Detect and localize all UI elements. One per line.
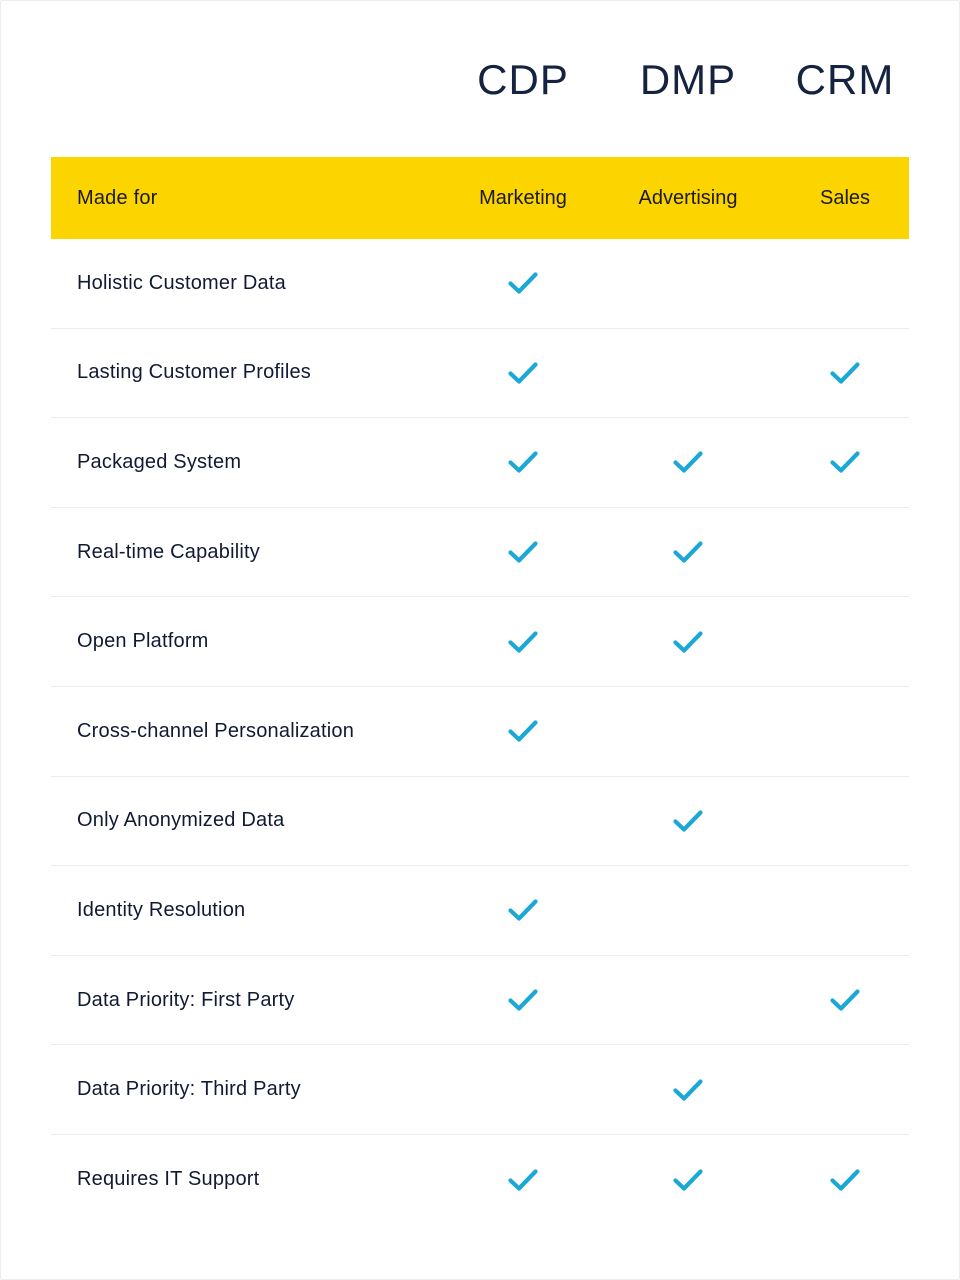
table-body <box>51 239 909 1225</box>
checkmark-icon <box>673 1168 703 1192</box>
made-for-cdp: Marketing <box>479 186 567 209</box>
checkmark-icon <box>508 1168 538 1192</box>
cell-crm <box>775 866 915 955</box>
cell-cdp <box>453 1135 593 1225</box>
made-for-dmp: Advertising <box>638 186 738 209</box>
table-row <box>51 777 909 867</box>
feature-label: Real-time Capability <box>77 540 260 563</box>
table-row <box>51 239 909 329</box>
cell-cdp <box>453 329 593 418</box>
cell-cdp <box>453 866 593 955</box>
checkmark-icon <box>673 450 703 474</box>
column-header-crm: CRM <box>795 56 895 103</box>
cell-dmp <box>618 418 758 507</box>
checkmark-icon <box>830 1168 860 1192</box>
cell-dmp <box>618 1135 758 1225</box>
cell-dmp <box>618 956 758 1045</box>
feature-label: Data Priority: First Party <box>77 988 295 1011</box>
checkmark-icon <box>673 630 703 654</box>
cell-crm <box>775 508 915 597</box>
checkmark-icon <box>508 988 538 1012</box>
checkmark-icon <box>830 361 860 385</box>
cell-crm <box>775 777 915 866</box>
table-row <box>51 418 909 508</box>
cell-cdp <box>453 687 593 776</box>
cell-cdp <box>453 597 593 686</box>
feature-label: Holistic Customer Data <box>77 271 286 294</box>
checkmark-icon <box>508 630 538 654</box>
table-row <box>51 1135 909 1225</box>
feature-label: Only Anonymized Data <box>77 809 285 832</box>
cell-cdp <box>453 418 593 507</box>
cell-dmp <box>618 687 758 776</box>
checkmark-icon <box>830 450 860 474</box>
cell-cdp <box>453 508 593 597</box>
column-header-cdp: CDP <box>477 56 569 103</box>
cell-cdp <box>453 956 593 1045</box>
checkmark-icon <box>508 271 538 295</box>
cell-crm <box>775 239 915 328</box>
table-row <box>51 687 909 777</box>
column-header-dmp: DMP <box>639 56 737 103</box>
checkmark-icon <box>673 1078 703 1102</box>
table-row <box>51 866 909 956</box>
cell-cdp <box>453 777 593 866</box>
column-headers <box>0 52 960 112</box>
cell-dmp <box>618 777 758 866</box>
checkmark-icon <box>673 540 703 564</box>
comparison-table <box>51 157 909 1225</box>
feature-label: Identity Resolution <box>77 898 246 921</box>
cell-cdp <box>453 239 593 328</box>
cell-crm <box>775 1045 915 1134</box>
made-for-label: Made for <box>77 186 158 209</box>
cell-dmp <box>618 329 758 418</box>
feature-label: Open Platform <box>77 630 209 653</box>
cell-crm <box>775 329 915 418</box>
checkmark-icon <box>508 450 538 474</box>
table-row <box>51 1045 909 1135</box>
feature-label: Requires IT Support <box>77 1168 260 1191</box>
table-row <box>51 956 909 1046</box>
checkmark-icon <box>508 719 538 743</box>
cell-dmp <box>618 597 758 686</box>
checkmark-icon <box>508 361 538 385</box>
cell-dmp <box>618 866 758 955</box>
cell-dmp <box>618 1045 758 1134</box>
made-for-row <box>51 157 909 239</box>
feature-label: Data Priority: Third Party <box>77 1078 301 1101</box>
cell-crm <box>775 418 915 507</box>
table-row <box>51 329 909 419</box>
cell-crm <box>775 597 915 686</box>
cell-cdp <box>453 1045 593 1134</box>
table-row <box>51 597 909 687</box>
cell-dmp <box>618 239 758 328</box>
checkmark-icon <box>673 809 703 833</box>
feature-label: Packaged System <box>77 450 242 473</box>
checkmark-icon <box>830 988 860 1012</box>
feature-label: Cross-channel Personalization <box>77 719 355 742</box>
cell-crm <box>775 1135 915 1225</box>
table-row <box>51 508 909 598</box>
checkmark-icon <box>508 898 538 922</box>
cell-dmp <box>618 508 758 597</box>
made-for-crm: Sales <box>819 186 871 209</box>
feature-label: Lasting Customer Profiles <box>77 361 311 384</box>
cell-crm <box>775 956 915 1045</box>
cell-crm <box>775 687 915 776</box>
checkmark-icon <box>508 540 538 564</box>
